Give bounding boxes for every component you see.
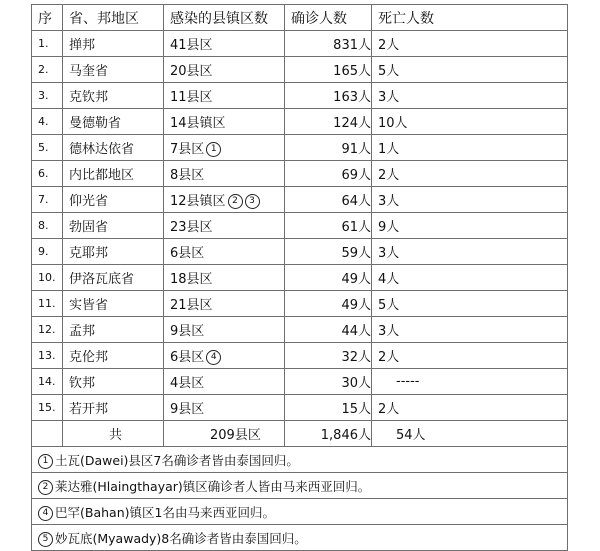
table-header-row — [32, 5, 568, 31]
footnote-marker: 3 — [245, 194, 260, 209]
district-count: 18县区 — [170, 272, 213, 287]
district-count-cell — [164, 213, 285, 239]
confirmed-count: 64人 — [285, 187, 372, 213]
table-row — [32, 239, 568, 265]
death-count: 4人 — [372, 265, 568, 291]
row-index: 5. — [32, 135, 63, 161]
district-count-cell — [164, 317, 285, 343]
covid-statistics-table — [31, 4, 568, 551]
table-row — [32, 395, 568, 421]
region-name: 克钦邦 — [63, 83, 164, 109]
confirmed-count: 49人 — [285, 265, 372, 291]
footnote-marker: 4 — [206, 350, 221, 365]
region-name: 实皆省 — [63, 291, 164, 317]
district-count: 6县区 — [170, 246, 205, 261]
death-count: 5人 — [372, 291, 568, 317]
district-count-cell — [164, 31, 285, 57]
region-name: 德林达依省 — [63, 135, 164, 161]
total-index-cell — [32, 421, 63, 447]
covid-statistics-table-wrapper — [31, 4, 568, 551]
confirmed-count: 49人 — [285, 291, 372, 317]
district-count-cell — [164, 369, 285, 395]
district-count-cell — [164, 135, 285, 161]
district-count: 6县区 — [170, 350, 205, 365]
confirmed-count: 15人 — [285, 395, 372, 421]
confirmed-count: 30人 — [285, 369, 372, 395]
district-count: 8县区 — [170, 168, 205, 183]
death-count: 2人 — [372, 31, 568, 57]
row-index: 3. — [32, 83, 63, 109]
district-count-cell — [164, 291, 285, 317]
district-count-cell — [164, 395, 285, 421]
confirmed-count: 44人 — [285, 317, 372, 343]
total-confirmed: 1,846人 — [285, 421, 372, 447]
table-row — [32, 369, 568, 395]
district-count: 11县区 — [170, 90, 213, 105]
confirmed-count: 69人 — [285, 161, 372, 187]
footnote-row — [32, 525, 568, 551]
row-index: 10. — [32, 265, 63, 291]
death-count: 3人 — [372, 83, 568, 109]
confirmed-count: 32人 — [285, 343, 372, 369]
region-name: 孟邦 — [63, 317, 164, 343]
footnote-text: 莱达雅(Hlaingthayar)镇区确诊者人皆由马来西亚回归。 — [55, 478, 371, 494]
district-count: 20县区 — [170, 64, 213, 79]
row-index: 7. — [32, 187, 63, 213]
footnote-row — [32, 473, 568, 499]
region-name: 若开邦 — [63, 395, 164, 421]
row-index: 14. — [32, 369, 63, 395]
row-index: 2. — [32, 57, 63, 83]
district-count: 14县镇区 — [170, 116, 226, 131]
footnote-cell — [32, 447, 568, 473]
footnote-cell — [32, 473, 568, 499]
total-deaths: 54人 — [372, 421, 568, 447]
region-name: 克伦邦 — [63, 343, 164, 369]
death-count: 2人 — [372, 395, 568, 421]
region-name: 伊洛瓦底省 — [63, 265, 164, 291]
total-district-count: 209县区 — [164, 421, 285, 447]
table-row — [32, 83, 568, 109]
header-infected-districts: 感染的县镇区数 — [164, 5, 285, 31]
region-name: 仰光省 — [63, 187, 164, 213]
header-index: 序 — [32, 5, 63, 31]
district-count: 9县区 — [170, 324, 205, 339]
table-row — [32, 291, 568, 317]
confirmed-count: 91人 — [285, 135, 372, 161]
table-row — [32, 161, 568, 187]
death-count: 3人 — [372, 239, 568, 265]
table-row — [32, 317, 568, 343]
row-index: 15. — [32, 395, 63, 421]
region-name: 曼德勒省 — [63, 109, 164, 135]
district-count: 41县区 — [170, 38, 213, 53]
confirmed-count: 831人 — [285, 31, 372, 57]
district-count: 21县区 — [170, 298, 213, 313]
death-count: 2人 — [372, 343, 568, 369]
footnote-marker: 2 — [38, 480, 53, 495]
row-index: 1. — [32, 31, 63, 57]
confirmed-count: 61人 — [285, 213, 372, 239]
district-count: 23县区 — [170, 220, 213, 235]
row-index: 6. — [32, 161, 63, 187]
confirmed-count: 124人 — [285, 109, 372, 135]
region-name: 钦邦 — [63, 369, 164, 395]
footnote-text: 巴罕(Bahan)镇区1名由马来西亚回归。 — [55, 504, 275, 520]
footnote-text: 妙瓦底(Myawady)8名确诊者皆由泰国回归。 — [55, 530, 307, 546]
footnote-marker: 5 — [38, 532, 53, 547]
table-footer — [32, 421, 568, 447]
table-row — [32, 31, 568, 57]
row-index: 12. — [32, 317, 63, 343]
row-index: 13. — [32, 343, 63, 369]
table-row — [32, 57, 568, 83]
death-count: 3人 — [372, 187, 568, 213]
footnote-row — [32, 499, 568, 525]
footnote-marker: 1 — [206, 142, 221, 157]
header-confirmed: 确诊人数 — [285, 5, 372, 31]
footnote-row — [32, 447, 568, 473]
confirmed-count: 163人 — [285, 83, 372, 109]
confirmed-count: 59人 — [285, 239, 372, 265]
row-index: 8. — [32, 213, 63, 239]
table-row — [32, 265, 568, 291]
district-count-cell — [164, 83, 285, 109]
district-count-cell — [164, 265, 285, 291]
region-name: 勃固省 — [63, 213, 164, 239]
district-count-cell — [164, 57, 285, 83]
footnote-marker: 1 — [38, 454, 53, 469]
footnote-text: 土瓦(Dawei)县区7名确诊者皆由泰国回归。 — [55, 452, 299, 468]
footnote-marker: 2 — [228, 194, 243, 209]
row-index: 4. — [32, 109, 63, 135]
death-count: 2人 — [372, 161, 568, 187]
table-row — [32, 213, 568, 239]
total-label: 共 — [63, 421, 164, 447]
footnote-cell — [32, 525, 568, 551]
district-count-cell — [164, 109, 285, 135]
death-count: 1人 — [372, 135, 568, 161]
district-count-cell — [164, 239, 285, 265]
row-index: 9. — [32, 239, 63, 265]
row-index: 11. — [32, 291, 63, 317]
death-count: 9人 — [372, 213, 568, 239]
district-count-cell — [164, 187, 285, 213]
district-count-cell — [164, 161, 285, 187]
region-name: 内比都地区 — [63, 161, 164, 187]
district-count-cell — [164, 343, 285, 369]
region-name: 马奎省 — [63, 57, 164, 83]
region-name: 克耶邦 — [63, 239, 164, 265]
region-name: 掸邦 — [63, 31, 164, 57]
district-count: 7县区 — [170, 142, 205, 157]
death-count: ----- — [372, 369, 568, 395]
death-count: 3人 — [372, 317, 568, 343]
district-count: 12县镇区 — [170, 194, 226, 209]
table-body — [32, 31, 568, 421]
table-row — [32, 343, 568, 369]
confirmed-count: 165人 — [285, 57, 372, 83]
footnote-marker: 4 — [38, 506, 53, 521]
district-count: 4县区 — [170, 376, 205, 391]
total-row — [32, 421, 568, 447]
death-count: 10人 — [372, 109, 568, 135]
table-row — [32, 135, 568, 161]
header-deaths: 死亡人数 — [372, 5, 568, 31]
district-count: 9县区 — [170, 402, 205, 417]
header-region: 省、邦地区 — [63, 5, 164, 31]
table-row — [32, 109, 568, 135]
footnote-cell — [32, 499, 568, 525]
table-row — [32, 187, 568, 213]
footnotes — [32, 447, 568, 551]
death-count: 5人 — [372, 57, 568, 83]
